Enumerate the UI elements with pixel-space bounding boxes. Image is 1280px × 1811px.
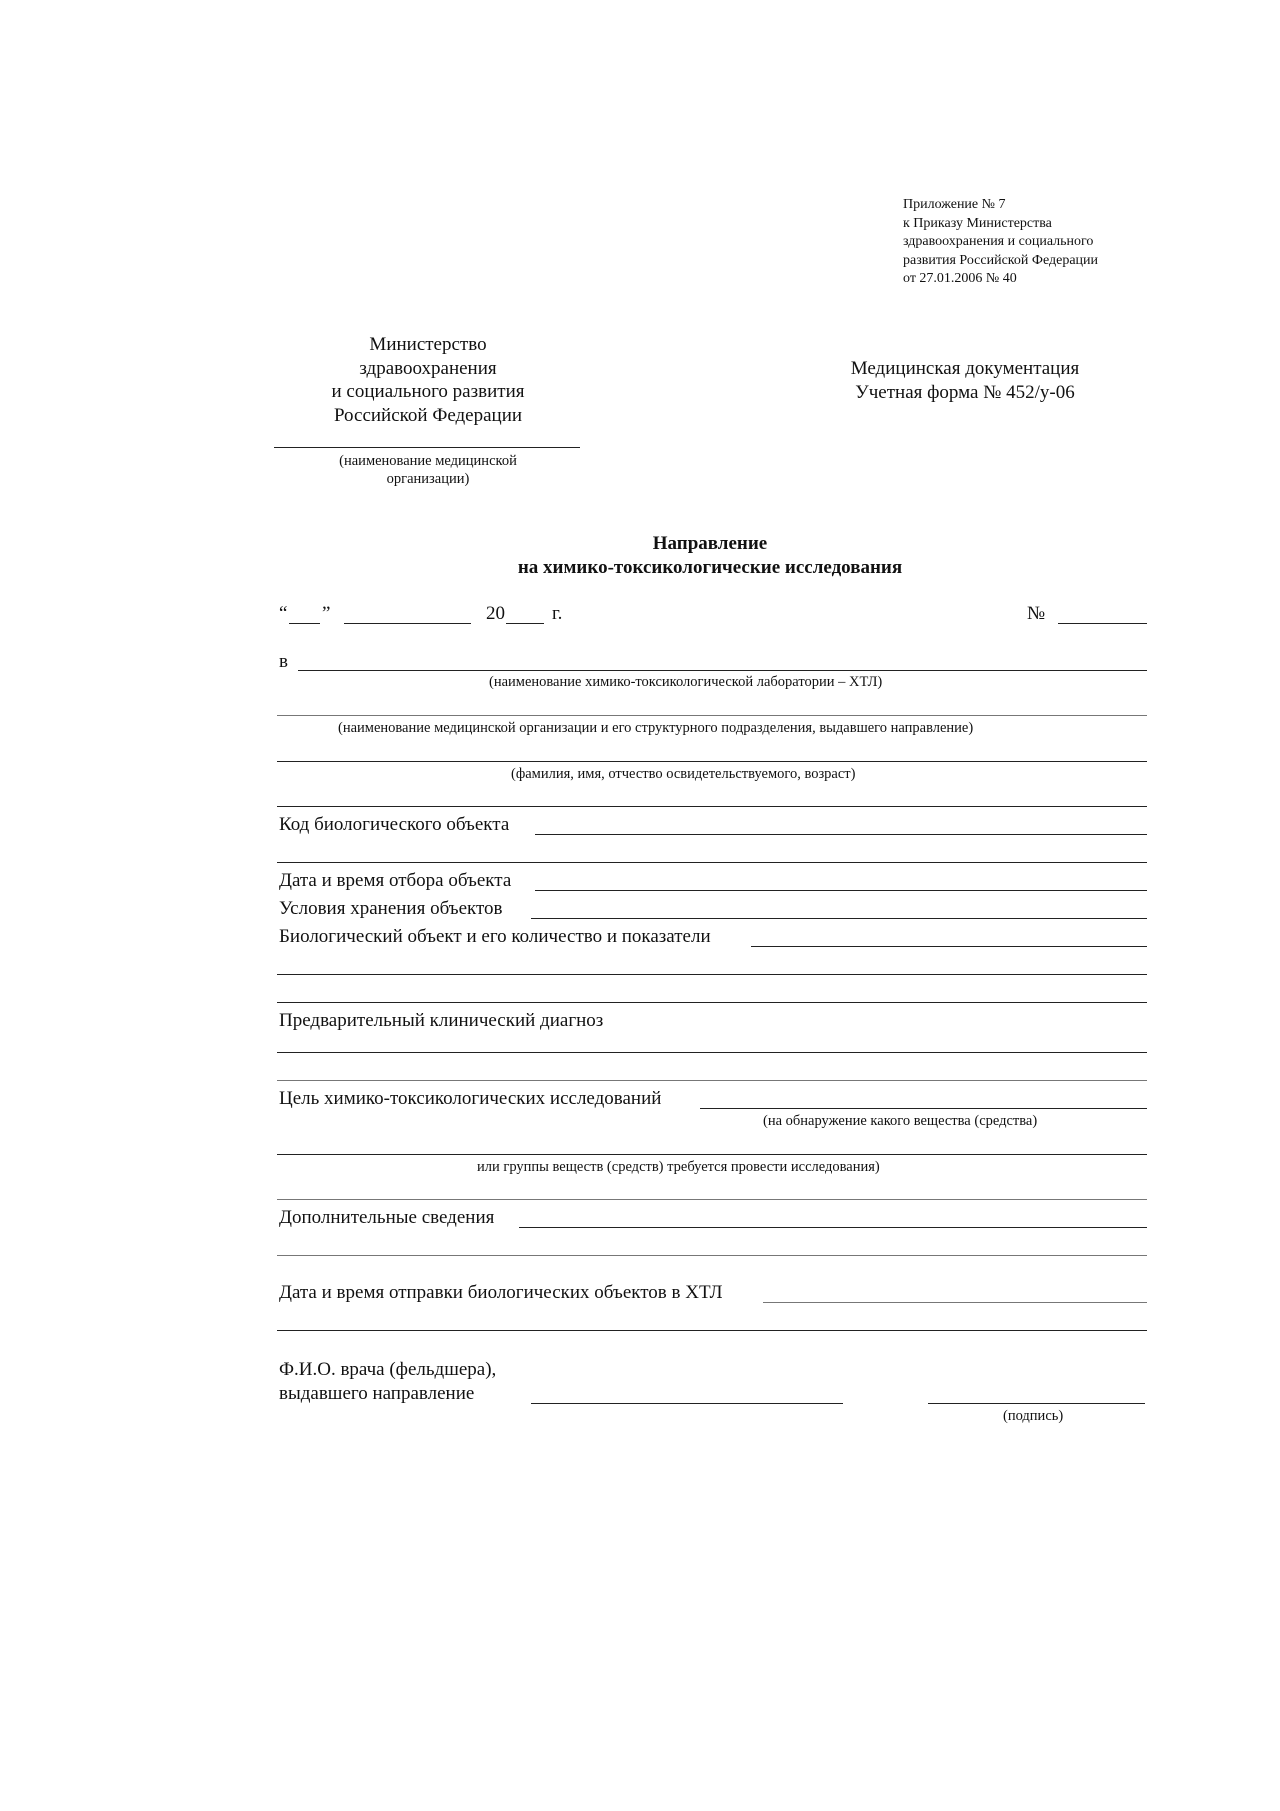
ministry-line: и социального развития: [331, 381, 525, 402]
purpose-caption-2: или группы веществ (средств) требуется провести исследования): [477, 1159, 880, 1175]
person-caption: (фамилия, имя, отчество освидетельствуемого, возраст): [511, 766, 856, 782]
doctor-label-line-1: Ф.И.О. врача (фельдшера),: [279, 1359, 497, 1380]
purpose-label: Цель химико-токсикологических исследований: [279, 1088, 662, 1109]
title-line: Направление: [652, 533, 768, 554]
document-title: [400, 532, 1020, 580]
appendix-line: от 27.01.2006 № 40: [903, 271, 1017, 286]
org-name-caption: [268, 452, 588, 488]
date-year-field[interactable]: [506, 623, 544, 624]
date-day-field[interactable]: [289, 623, 320, 624]
storage-label: Условия хранения объектов: [279, 898, 503, 919]
additional-field[interactable]: [519, 1227, 1147, 1228]
date-year-suffix: г.: [552, 603, 563, 624]
appendix-block: [903, 196, 1098, 289]
ministry-line: Российской Федерации: [333, 404, 523, 426]
org-caption-line: организации): [386, 471, 470, 487]
blank-line[interactable]: [277, 1255, 1147, 1256]
medical-form-block: [800, 357, 1130, 404]
blank-line[interactable]: [277, 1330, 1147, 1331]
ministry-line: здравоохранения: [359, 357, 497, 379]
purpose-field[interactable]: [700, 1108, 1147, 1109]
bio-code-field[interactable]: [535, 834, 1147, 835]
signature-field[interactable]: [928, 1403, 1145, 1404]
sample-datetime-label: Дата и время отбора объекта: [279, 870, 512, 891]
blank-line[interactable]: [277, 862, 1147, 863]
org-name-line[interactable]: [274, 447, 580, 448]
blank-line[interactable]: [277, 1080, 1147, 1081]
dispatch-field[interactable]: [763, 1302, 1147, 1303]
blank-line[interactable]: [277, 974, 1147, 975]
blank-line[interactable]: [277, 1002, 1147, 1003]
signature-caption: (подпись): [1003, 1408, 1064, 1424]
blank-line[interactable]: [277, 806, 1147, 807]
date-close-quote: ”: [322, 603, 331, 624]
storage-field[interactable]: [531, 918, 1147, 919]
ministry-block: [268, 333, 588, 427]
lab-caption: (наименование химико-токсикологической лаборатории – ХТЛ): [489, 674, 883, 690]
to-prefix: в: [279, 651, 288, 672]
appendix-line: Приложение № 7: [903, 197, 1006, 212]
bio-code-label: Код биологического объекта: [279, 814, 510, 835]
date-month-field[interactable]: [344, 623, 471, 624]
title-line: на химико-токсикологические исследования: [517, 557, 903, 578]
doctor-label-line-2: выдавшего направление: [279, 1383, 475, 1404]
bio-object-field[interactable]: [751, 946, 1147, 947]
org-caption-line: (наименование медицинской: [339, 453, 517, 469]
date-year-prefix: 20: [486, 603, 505, 624]
ministry-line: Министерство: [369, 334, 487, 355]
dispatch-label: Дата и время отправки биологических объектов в ХТЛ: [279, 1282, 723, 1303]
appendix-line: развития Российской Федерации: [903, 252, 1099, 268]
appendix-line: к Приказу Министерства: [903, 215, 1052, 231]
medical-form-line: Учетная форма № 452/у-06: [855, 381, 1075, 403]
number-field[interactable]: [1058, 623, 1147, 624]
date-open-quote: “: [279, 603, 288, 624]
blank-line[interactable]: [277, 1199, 1147, 1200]
bio-object-label: Биологический объект и его количество и показатели: [279, 926, 711, 947]
sample-datetime-field[interactable]: [535, 890, 1147, 891]
diagnosis-label: Предварительный клинический диагноз: [279, 1010, 604, 1031]
medical-form-line: Медицинская документация: [850, 358, 1080, 379]
org-dept-caption: (наименование медицинской организации и его структурного подразделения, выдавшего направление): [338, 720, 974, 736]
doctor-name-field[interactable]: [531, 1403, 843, 1404]
diagnosis-field[interactable]: [277, 1052, 1147, 1053]
appendix-line: здравоохранения и социального: [903, 234, 1094, 249]
purpose-caption-1: (на обнаружение какого вещества (средства): [763, 1113, 1038, 1129]
lab-name-field[interactable]: [298, 670, 1147, 671]
purpose-field-continued[interactable]: [277, 1154, 1147, 1155]
number-sign: №: [1027, 603, 1046, 624]
org-dept-field[interactable]: [277, 715, 1147, 716]
person-field[interactable]: [277, 761, 1147, 762]
additional-label: Дополнительные сведения: [279, 1207, 495, 1228]
